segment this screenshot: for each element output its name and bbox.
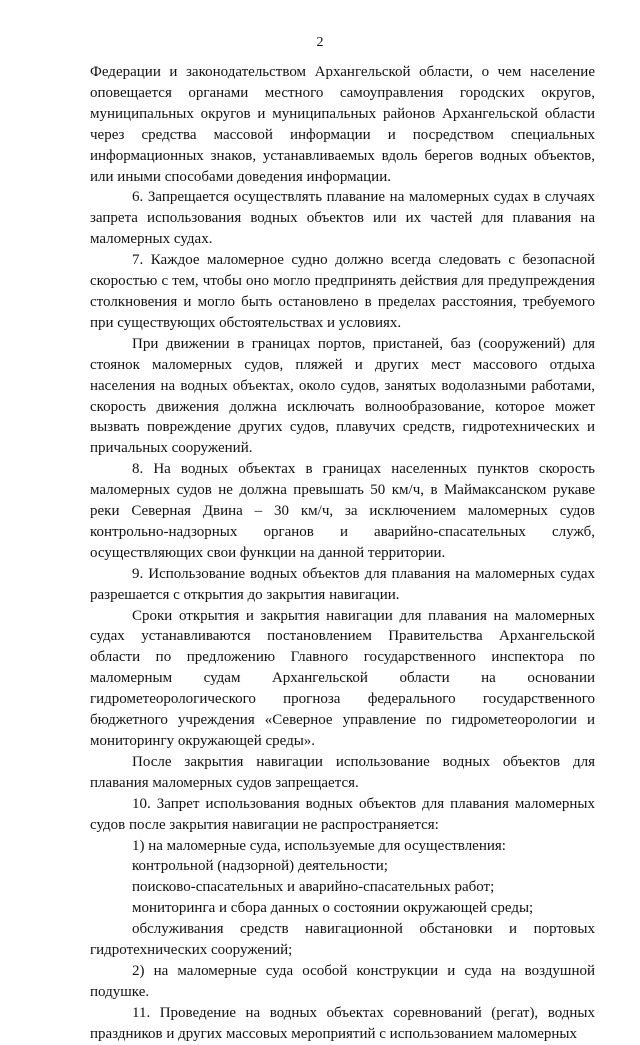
paragraph-item-7: 7. Каждое маломерное судно должно всегда следовать с безопасной скоростью с тем, чтобы оно могло предпринять действия для предупреждения столкновения и могло быть остановлено в пределах расстояния, требуемого при существующих обстоятельствах и условиях. <box>90 252 595 331</box>
list-item: 1) на маломерные суда, используемые для осуществления: <box>132 837 506 854</box>
paragraph-navigation-dates: Сроки открытия и закрытия навигации для плавания на маломерных судах устанавливаются постановлением Правительства Архангельской области по предложению Главного государственного инспектора по маломерным судам Архангельской области на основании гидрометеорологического прогноза федерального государственного бюджетного учреждения «Северное управление по гидрометеорологии и мониторингу окружающей среды». <box>90 607 595 749</box>
paragraph-continuation: Федерации и законодательством Архангельской области, о чем население оповещается органами местного самоуправления городских округов, муниципальных округов и муниципальных районов Архангельской области через средства массовой информации и посредством специальных информационных знаков, устанавливаемых вдоль берегов водных объектов, или иными способами доведения информации. <box>90 64 595 185</box>
list-item: поисково-спасательных и аварийно-спасательных работ; <box>132 879 495 896</box>
paragraph-item-8: 8. На водных объектах в границах населенных пунктов скорость маломерных судов не должна превышать 50 км/ч, в Маймаксанском рукаве реки Северная Двина – 30 км/ч, за исключением маломерных судов контрольно-надзорных органов и аварийно-спасательных служб, осуществляющих свои функции на данной территории. <box>90 461 595 561</box>
list-item: мониторинга и сбора данных о состоянии окружающей среды; <box>132 900 534 917</box>
paragraph-port-speed: При движении в границах портов, пристаней, баз (сооружений) для стоянок маломерных судов, пляжей и других мест массового отдыха населения на водных объектах, около судов, занятых водолазными работами, скорость движения должна исключать волнообразование, которое может вызвать повреждение других судов, плавучих средств, гидротехнических и причальных сооружений. <box>90 335 595 457</box>
list-item: обслуживания средств навигационной обстановки и портовых гидротехнических сооружений; <box>90 921 595 959</box>
document-body <box>90 62 595 1045</box>
paragraph-item-9: 9. Использование водных объектов для плавания на маломерных судах разрешается с открытия до закрытия навигации. <box>90 565 595 603</box>
list-item: контрольной (надзорной) деятельности; <box>132 858 388 875</box>
paragraph-item-11: 11. Проведение на водных объектах соревнований (регат), водных праздников и других массовых мероприятий с использованием маломерных <box>90 1004 595 1042</box>
list-item: 2) на маломерные суда особой конструкции и суда на воздушной подушке. <box>90 962 595 1000</box>
paragraph-after-closing: После закрытия навигации использование водных объектов для плавания маломерных судов запрещается. <box>90 753 595 791</box>
paragraph-item-6: 6. Запрещается осуществлять плавание на маломерных судах в случаях запрета использования водных объектов или их частей для плавания на маломерных судах. <box>90 189 595 248</box>
page-number: 2 <box>316 35 324 50</box>
paragraph-item-10: 10. Запрет использования водных объектов для плавания маломерных судов после закрытия навигации не распространяется: <box>90 795 595 833</box>
